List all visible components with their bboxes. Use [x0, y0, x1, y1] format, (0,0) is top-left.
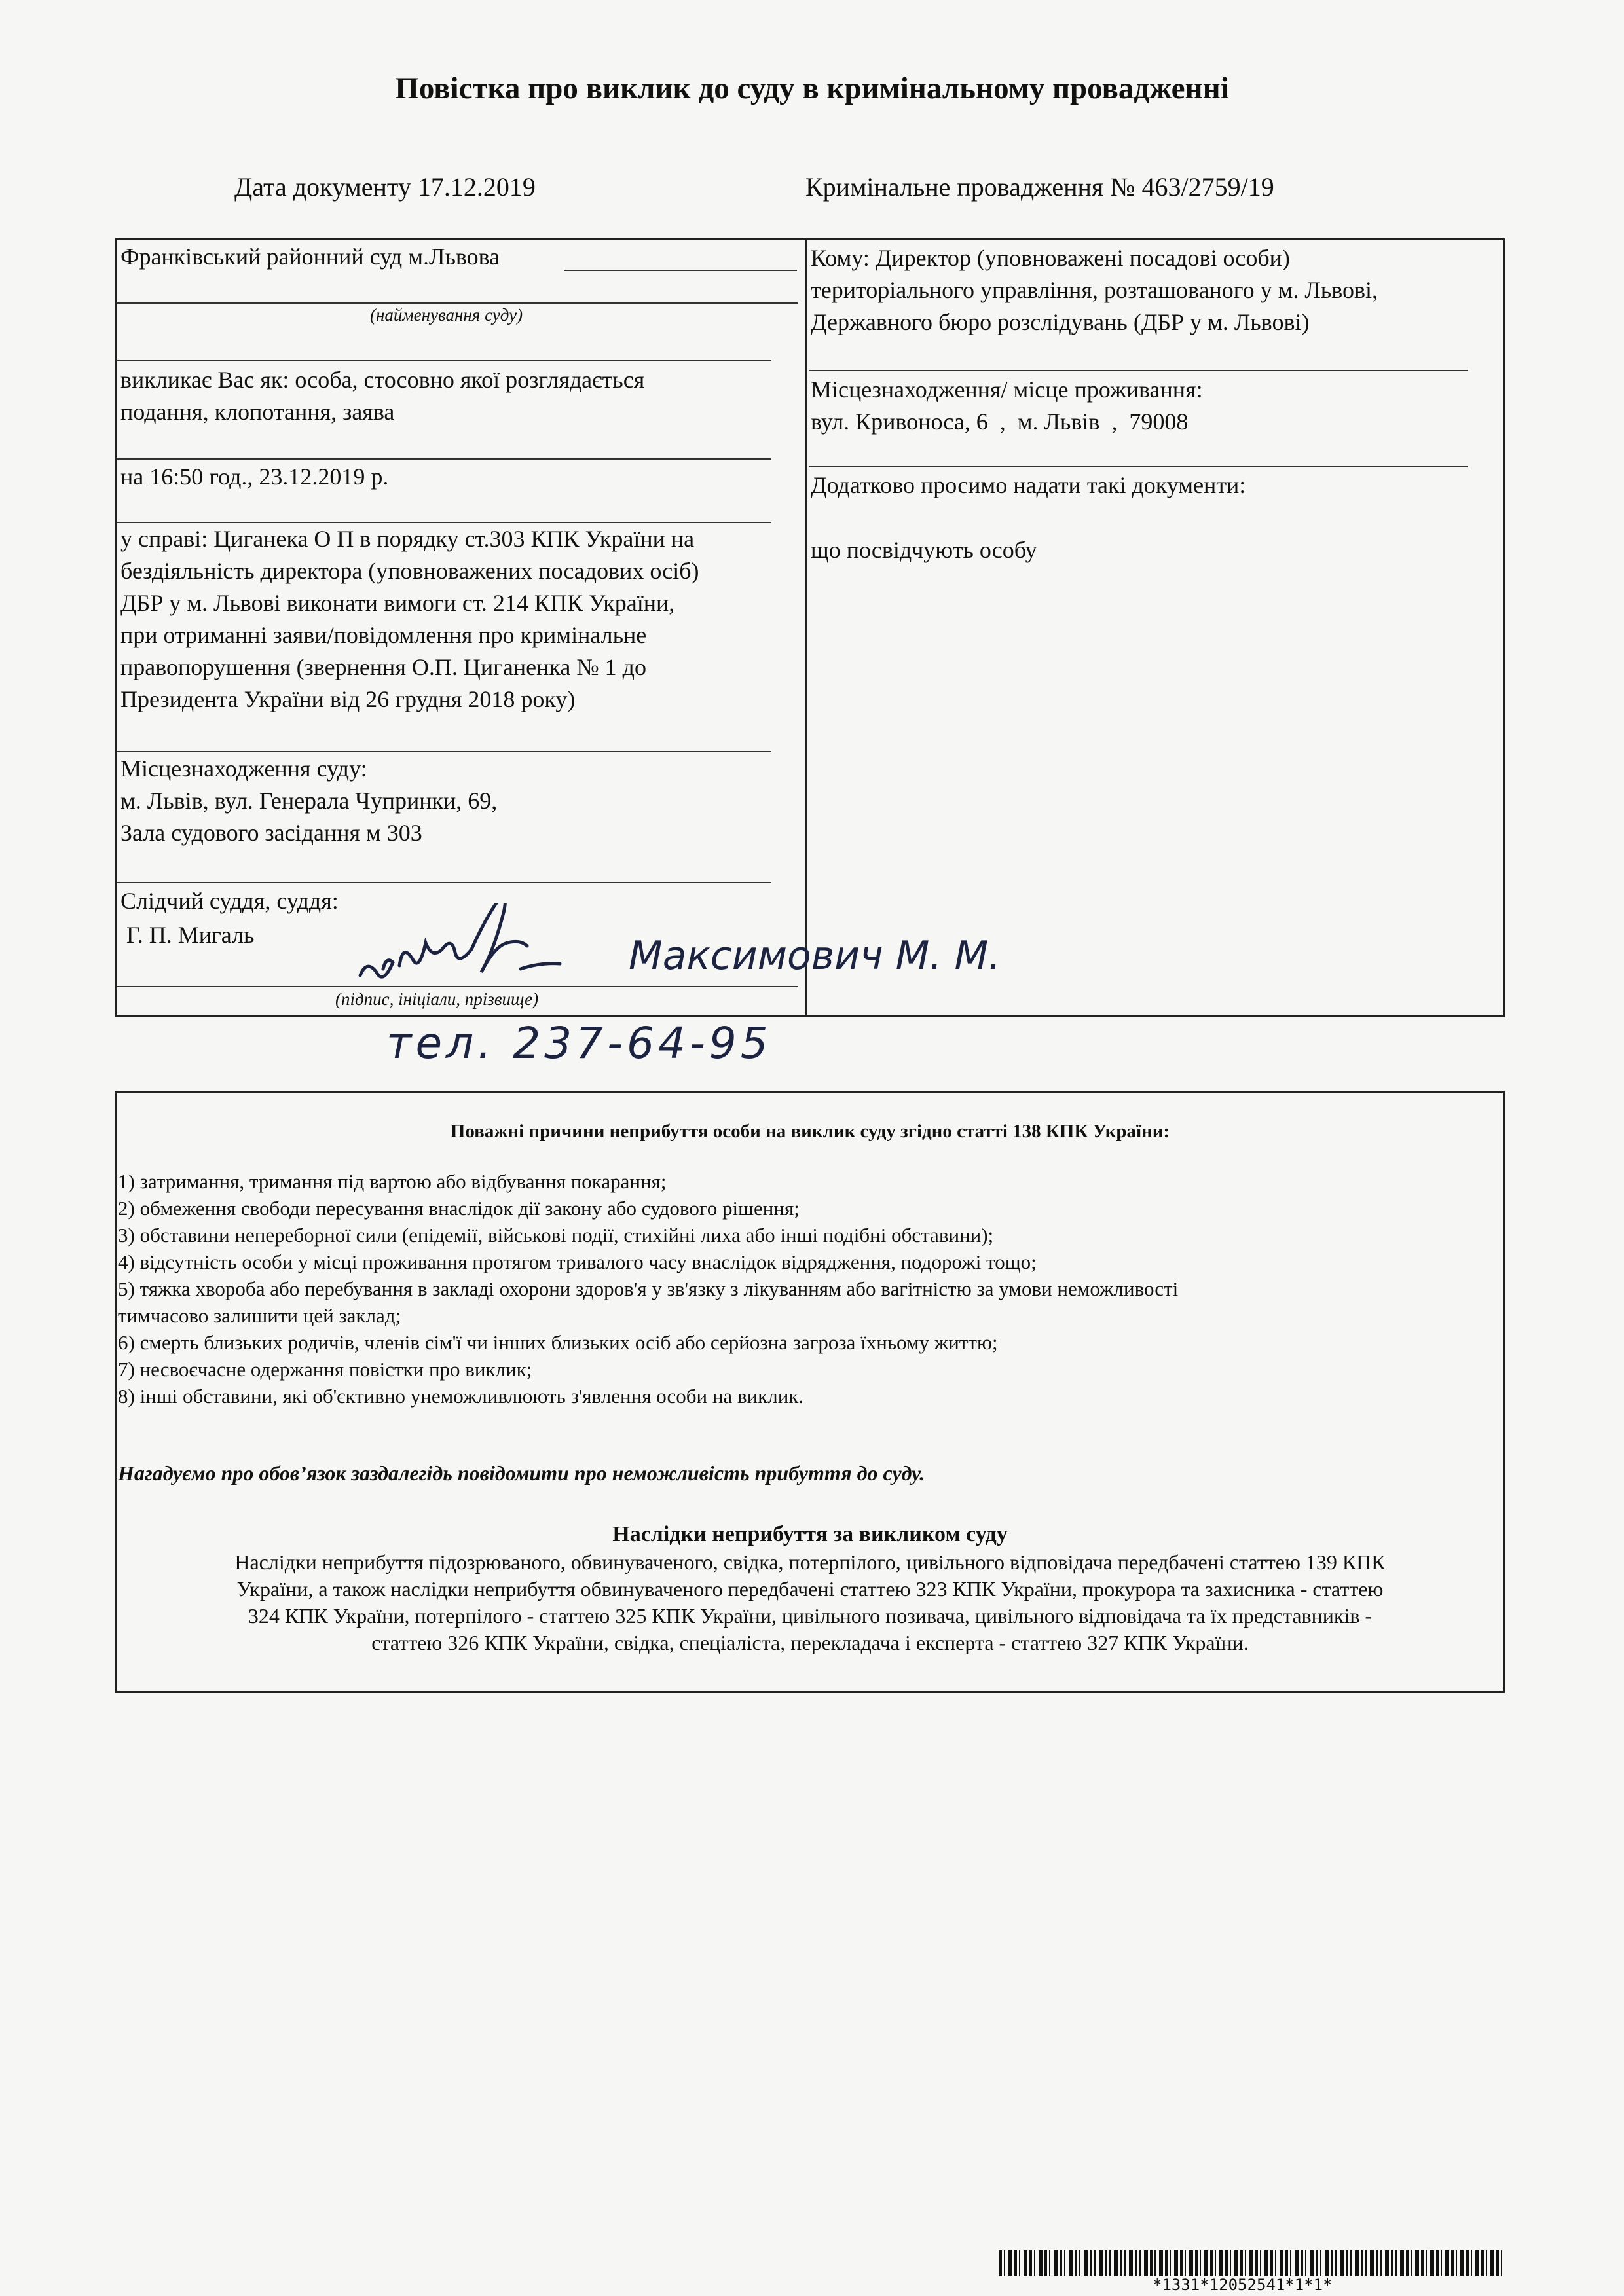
court-location-line: Місцезнаходження суду:: [120, 756, 367, 782]
case-line: бездіяльність директора (уповноважених посадових осіб): [120, 558, 699, 584]
reasons-list: [118, 1168, 1500, 1410]
court-caption: (найменування суду): [370, 305, 523, 325]
case-line: ДБР у м. Львові виконати вимоги ст. 214 КПК України,: [120, 590, 675, 616]
document-title: Повістка про виклик до суду в кримінальному провадженні: [395, 71, 1229, 105]
section-rule: [117, 360, 771, 361]
section-rule: [117, 882, 771, 883]
barcode-text: *1331*12052541*1*1*: [1153, 2276, 1333, 2294]
reason-item: 8) інші обставини, які об'єктивно унеможливлюють з'явлення особи на виклик.: [118, 1385, 804, 1408]
consequences-text: [118, 1549, 1502, 1656]
handwritten-name: Максимович М. М.: [629, 933, 1001, 979]
consequences-line: 324 КПК України, потерпілого - статтею 325 КПК України, цивільного позивача, цивільного відповідача та їх представників -: [248, 1604, 1373, 1628]
recipient-line: територіального управління, розташованого у м. Львові,: [811, 277, 1378, 303]
reason-item: 6) смерть близьких родичів, членів сім'ї чи інших близьких осіб або серйозна загроза їхньому життю;: [118, 1331, 998, 1354]
consequences-line: Наслідки неприбуття підозрюваного, обвинуваченого, свідка, потерпілого, цивільного відповідача передбачені статтею 139 КПК: [234, 1550, 1386, 1574]
reason-item: 5) тяжка хвороба або перебування в закладі охорони здоров'я у зв'язку з лікуванням або вагітністю за умови неможливості: [118, 1277, 1179, 1300]
hearing-time: на 16:50 год., 23.12.2019 р.: [120, 464, 389, 490]
reasons-title: Поважні причини неприбуття особи на виклик суду згідно статті 138 КПК України:: [450, 1121, 1170, 1142]
signature-caption: (підпис, ініціали, прізвище): [335, 989, 539, 1009]
reason-item: тимчасово залишити цей заклад;: [118, 1304, 401, 1327]
column-divider: [805, 238, 807, 1017]
reason-item: 1) затримання, тримання під вартою або відбування покарання;: [118, 1170, 667, 1193]
section-rule: [117, 458, 771, 460]
recipient: [811, 242, 1498, 338]
case-description: [120, 523, 802, 716]
summons-role-line: подання, клопотання, заява: [120, 399, 395, 425]
judge-name: Г. П. Мигаль: [120, 922, 255, 948]
signature-scribble: [354, 903, 629, 1008]
barcode: [999, 2250, 1502, 2276]
case-line: правопорушення (звернення О.П. Циганенка № 1 до: [120, 654, 646, 680]
recipient-line: Державного бюро розслідувань (ДБР у м. Львові): [811, 309, 1310, 335]
recipient-address: вул. Кривоноса, 6 , м. Львів , 79008: [811, 409, 1189, 435]
reminder-note: Нагадуємо про обов’язок заздалегідь повідомити про неможливість прибуття до суду.: [118, 1461, 925, 1485]
handwritten-phone: тел. 237-64-95: [386, 1018, 772, 1068]
case-number: Кримінальне провадження № 463/2759/19: [805, 172, 1274, 202]
reason-item: 2) обмеження свободи пересування внаслідок дії закону або судового рішення;: [118, 1197, 800, 1220]
case-line: у справі: Циганека О П в порядку ст.303 КПК України на: [120, 526, 695, 552]
court-location-line: м. Львів, вул. Генерала Чупринки, 69,: [120, 788, 498, 814]
case-line: при отриманні заяви/повідомлення про кримінальне: [120, 622, 647, 648]
docs-label: Додатково просимо надати такі документи:: [811, 472, 1246, 498]
reason-item: 4) відсутність особи у місці проживання протягом тривалого часу внаслідок відрядження, подорожі тощо;: [118, 1250, 1037, 1273]
court-name-rule: [564, 270, 797, 271]
section-rule: [809, 370, 1468, 371]
consequences-line: України, а також наслідки неприбуття обвинуваченого передбачені статтею 323 КПК України, прокурора та захисника - статтею: [236, 1577, 1384, 1601]
summons-role: [120, 364, 802, 428]
court-location: [120, 753, 802, 849]
consequences-line: статтею 326 КПК України, свідка, спеціаліста, перекладача і експерта - статтею 327 КПК України.: [371, 1631, 1249, 1654]
court-location-line: Зала судового засідання м 303: [120, 820, 422, 846]
recipient-line: Кому: Директор (уповноважені посадові особи): [811, 245, 1290, 271]
address-label: Місцезнаходження/ місце проживання:: [811, 376, 1203, 403]
section-rule: [809, 466, 1468, 467]
docs-value: що посвідчують особу: [811, 537, 1037, 563]
reason-item: 7) несвоєчасне одержання повістки про виклик;: [118, 1358, 532, 1381]
consequences-title: Наслідки неприбуття за викликом суду: [612, 1522, 1008, 1546]
judge-label: Слідчий суддя, суддя:: [120, 888, 339, 914]
section-rule: [117, 751, 771, 752]
court-name-rule-2: [117, 302, 798, 304]
case-line: Президента України від 26 грудня 2018 року): [120, 686, 576, 712]
summons-role-line: викликає Вас як: особа, стосовно якої розглядається: [120, 367, 645, 393]
document-date: Дата документу 17.12.2019: [234, 172, 536, 202]
reason-item: 3) обставини непереборної сили (епідемії, військові події, стихійні лиха або інші подібні обставини);: [118, 1224, 994, 1247]
court-name: Франківський районний суд м.Львова: [120, 244, 500, 270]
